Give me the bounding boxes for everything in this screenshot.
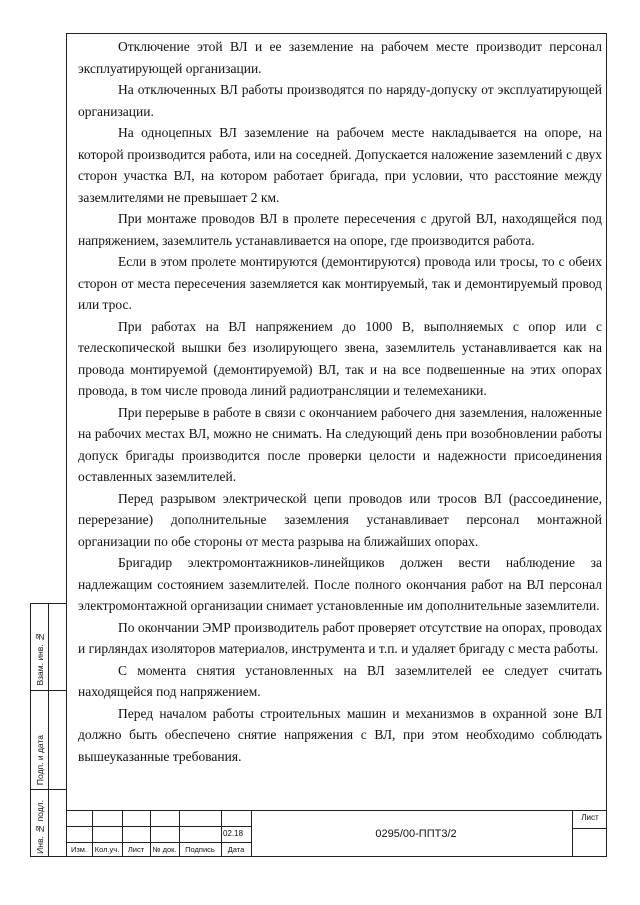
- paragraph: На одноцепных ВЛ заземление на рабочем месте накладывается на опоре, на которой производится работа, или на соседней. Допускается наложение заземлений с двух сторон участка ВЛ, на котором работает бригада, при условии, что расстояние между заземлителями не превышает 2 км.: [78, 125, 602, 205]
- side-stamp: [30, 603, 66, 857]
- paragraph: Бригадир электромонтажников-линейщиков должен вести наблюдение за надлежащим состоянием заземлителей. После полного окончания работ на ВЛ персонал электромонтажной организации снимает установленные им дополнительные заземлители.: [78, 555, 602, 613]
- side-cell-replacement-inv: [31, 604, 67, 691]
- paragraph: Если в этом пролете монтируются (демонтируются) провода или тросы, то с обеих сторон от места пересечения заземляется как монтируемый, так и демонтируемый провод или трос.: [78, 254, 602, 312]
- col-header-date: Дата: [227, 845, 245, 854]
- paragraph: При монтаже проводов ВЛ в пролете пересечения с другой ВЛ, находящейся под напряжением, заземлитель устанавливается на опоре, где производится работа.: [78, 211, 602, 248]
- side-label-signature-date: Подп. и дата: [35, 734, 45, 785]
- side-label-original-inv: Инв. № подл.: [35, 800, 45, 854]
- date-value: 02.18: [223, 829, 244, 838]
- title-block-row-line: [66, 826, 251, 827]
- title-block-row-line: [66, 842, 251, 843]
- paragraph: При работах на ВЛ напряжением до 1000 В, выполняемых с опор или с телескопической вышки без изолирующего звена, заземлитель устанавливается как на провода монтируемой (демонтируемой) ВЛ, так и на все подвешенные на этих опорах провода, в том числе провода линий радиотрансляции и телемеханики.: [78, 318, 602, 398]
- paragraph: Перед началом работы строительных машин и механизмов в охранной зоне ВЛ должно быть обеспечено снятие напряжения с ВЛ, при этом необходимо соблюдать вышеуказанные требования.: [78, 705, 602, 764]
- col-header-signature: Подпись: [185, 845, 215, 854]
- paragraph: Отключение этой ВЛ и ее заземление на рабочем месте производит персонал эксплуатирующей организации.: [78, 39, 602, 76]
- side-cell-original-inv: [31, 790, 67, 858]
- paragraph: По окончании ЭМР производитель работ проверяет отсутствие на опорах, проводах и гирляндах изоляторов материалов, инструмента и т.п. и удаляет бригаду с места работы.: [78, 619, 602, 656]
- title-block: [66, 810, 607, 857]
- document-body: [78, 36, 602, 767]
- side-cell-signature-date: [31, 691, 67, 790]
- paragraph: Перед разрывом электрической цепи проводов или тросов ВЛ (рассоединение, перерезание) дополнительные заземления устанавливает персонал монтажной организации по обе стороны от места разрыва на ближайших опорах.: [78, 490, 602, 549]
- paragraph: При перерыве в работе в связи с окончанием рабочего дня заземления, наложенные на рабочих местах ВЛ, можно не снимать. На следующий день при возобновлении работы допуск бригады производится после проверки целости и надежности присоединения оставленных заземлителей.: [78, 404, 602, 484]
- col-header-count: Кол.уч.: [94, 845, 120, 854]
- side-label-replacement-inv: Взам. инв. №: [35, 632, 45, 686]
- paragraph: На отключенных ВЛ работы производятся по наряду-допуску от эксплуатирующей организации.: [78, 82, 602, 119]
- col-header-doc-no: № док.: [152, 845, 177, 854]
- paragraph: С момента снятия установленных на ВЛ заземлителей ее следует считать находящейся под напряжением.: [78, 662, 602, 699]
- col-header-change: Изм.: [70, 845, 88, 854]
- sheet-label: Лист: [581, 813, 599, 822]
- col-header-sheet: Лист: [127, 845, 145, 854]
- document-code: 0295/00-ППТ3/2: [375, 828, 457, 840]
